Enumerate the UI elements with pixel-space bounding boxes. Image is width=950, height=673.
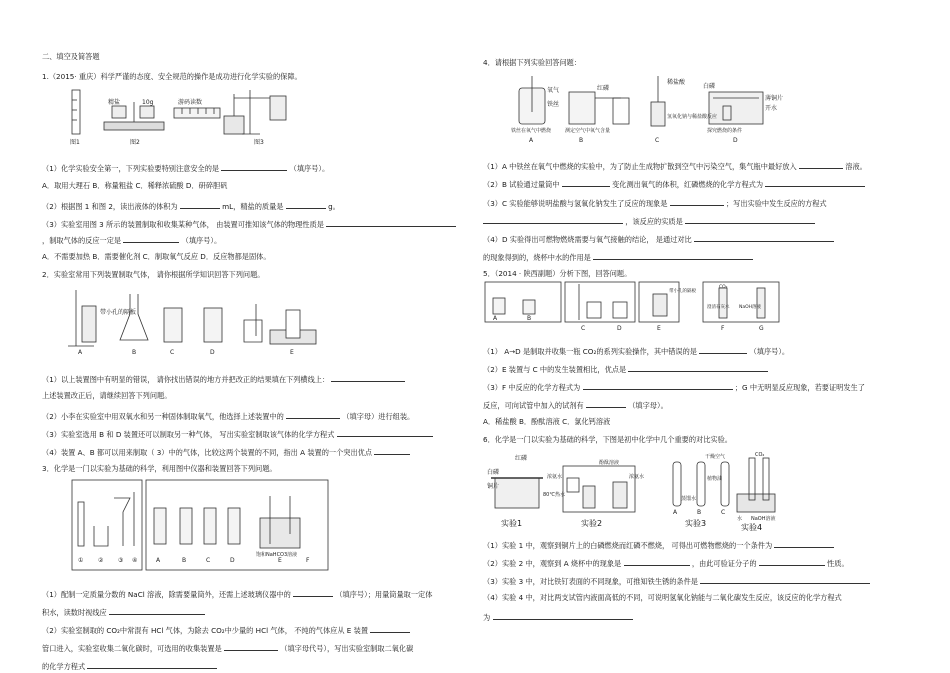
q4-label-iron: 铁丝 bbox=[547, 101, 560, 108]
q1-label-fig3: 图3 bbox=[254, 139, 264, 146]
q5-s1-line bbox=[483, 345, 789, 357]
q2-s1b: 上述装置改正后，请继续回答下列问题。 bbox=[42, 391, 172, 400]
q3-s2b-blank[interactable] bbox=[224, 642, 278, 651]
q6-label-phenol: 酚酞溶液 bbox=[599, 460, 620, 466]
q5-s2-line bbox=[483, 363, 768, 375]
q6-stem: 6．化学是一门以实验为基础的科学，下图是初中化学中几个重要的对比实验。 bbox=[483, 435, 732, 444]
q6-s3-blank[interactable] bbox=[700, 575, 870, 584]
q3-figure bbox=[70, 478, 330, 572]
q1-s3b-blank[interactable] bbox=[123, 234, 179, 243]
q3-s1-tail: （填序号）；用量筒量取一定体 bbox=[335, 590, 433, 599]
q5-label-e: E bbox=[657, 325, 661, 332]
q1-s2-tail: g。 bbox=[328, 202, 340, 211]
q1-stem: 1.（2015· 重庆）科学严谨的态度、安全规范的操作是成功进行化学实验的保障。 bbox=[42, 72, 302, 81]
q2-label-c: C bbox=[170, 349, 175, 356]
q6-s4b-text: 为 bbox=[483, 613, 491, 622]
q2-s4-blank[interactable] bbox=[374, 446, 410, 455]
q2-s1-text: （1）以上装置图中有明显的错误， 请你找出错误的地方并把改正的结果填在下列横线上： bbox=[42, 375, 330, 384]
q4-s2-blank-1[interactable] bbox=[562, 178, 610, 187]
q4-s4-blank[interactable] bbox=[694, 233, 834, 242]
q5-s3-blank[interactable] bbox=[583, 381, 733, 390]
q6-label-exp3: 实验3 bbox=[685, 519, 707, 528]
q4-label-oxygen: 氧气 bbox=[547, 87, 560, 94]
q1-s3b-tail: （填序号）。 bbox=[181, 236, 222, 245]
q3-s2-text: （2）实验室制取的 CO₂中常混有 HCl 气体，为除去 CO₂中少量的 HCl 气体， 不纯的气体应从 E 装置 bbox=[42, 626, 369, 635]
q1-s1-tail: （填序号）。 bbox=[289, 164, 330, 173]
q5-s2-text: （2）E 装置与 C 中的发生装置相比，优点是 bbox=[483, 365, 627, 374]
q4-s4-line bbox=[483, 233, 834, 245]
q6-label-c: C bbox=[721, 509, 726, 516]
q3-s2b-line bbox=[42, 642, 413, 654]
q6-label-exp2: 实验2 bbox=[581, 519, 603, 528]
q2-label-e: E bbox=[290, 349, 294, 356]
q2-s2-blank[interactable] bbox=[286, 410, 340, 419]
q5-label-g: G bbox=[759, 325, 764, 332]
q6-s1-text: （1）实验 1 中，观察到铜片上的白磷燃烧而红磷不燃烧， 可得出可燃物燃烧的一个条件为 bbox=[483, 541, 773, 550]
q4-s2-mid: 变化测出氧气的体积，红磷燃烧的化学方程式为 bbox=[612, 180, 764, 189]
q5-s3b-blank[interactable] bbox=[586, 399, 626, 408]
q6-s2-blank-1[interactable] bbox=[624, 557, 690, 566]
q6-s4-line: （4）实验 4 中，对比两支试管内液面高低的不同，可说明氢氧化钠能与二氧化碳发生反应，该反应的化学方程式 bbox=[483, 593, 842, 602]
q5-s3b-text: 反应，可向试管中加入的试剂有 bbox=[483, 401, 584, 410]
q6-s2-mid: ，由此可验证分子的 bbox=[691, 559, 757, 568]
q3-label-i3: ③ bbox=[118, 557, 124, 564]
q6-label-dry: 干燥空气 bbox=[705, 454, 726, 460]
q4-s3b-blank-2[interactable] bbox=[685, 215, 815, 224]
q5-s1-tail: （填序号）。 bbox=[749, 347, 790, 356]
q1-s3b-text: ，制取气体的反应一定是 bbox=[42, 236, 122, 245]
q4-s3b-line bbox=[483, 215, 815, 227]
q2-s3-blank[interactable] bbox=[337, 428, 433, 437]
q6-figure bbox=[487, 448, 783, 532]
q4-label-burn: 铁丝在氧气中燃烧 bbox=[511, 128, 552, 134]
q4-s2-blank-2[interactable] bbox=[765, 178, 865, 187]
q5-s3b-line bbox=[483, 399, 668, 411]
q2-s1-line bbox=[42, 373, 405, 385]
q5-label-b: B bbox=[527, 315, 532, 322]
q3-label-i2: ② bbox=[98, 557, 104, 564]
q2-s3-line bbox=[42, 428, 433, 440]
q4-s3b-tail: ，该反应的实质是 bbox=[625, 217, 683, 226]
q6-label-conc: 浓氨水 bbox=[629, 474, 645, 480]
q1-s3-text: （3）实验室用图 3 所示的装置制取和收集某种气体， 由装置可推知该气体的物理性质是 bbox=[42, 220, 324, 229]
q6-s2-blank-2[interactable] bbox=[759, 557, 825, 566]
q1-figure bbox=[64, 86, 314, 148]
q5-label-co2: CO₂ bbox=[719, 285, 728, 290]
q4-label-c: C bbox=[655, 137, 660, 144]
q4-s4-text: （4）D 实验得出可燃物燃烧需要与氧气接触的结论， 是通过对比 bbox=[483, 235, 692, 244]
section-title: 二、填空及简答题 bbox=[42, 52, 100, 61]
q3-label-c: C bbox=[206, 557, 211, 564]
q6-s4b-line bbox=[483, 611, 633, 623]
q4-figure bbox=[509, 72, 799, 148]
q3-s1-line bbox=[42, 588, 432, 600]
q3-label-b: B bbox=[182, 557, 187, 564]
q6-label-water: 水 bbox=[737, 516, 743, 522]
q1-s3-options: A．不需要加热 B．需要催化剂 C．制取氧气反应 D．反应物都是固体。 bbox=[42, 252, 271, 261]
q3-label-solution: 饱和NaHCO3溶液 bbox=[256, 552, 298, 558]
q4-label-cond: 探究燃烧的条件 bbox=[707, 128, 743, 134]
q5-s2-blank[interactable] bbox=[628, 363, 768, 372]
q2-s3-text: （3）实验室选用 B 和 D 装置还可以制取另一种气体， 写出实验室制取该气体的化学方程式 bbox=[42, 430, 335, 439]
q2-figure bbox=[64, 284, 334, 356]
q6-label-oil: 植物油 bbox=[707, 476, 723, 482]
q1-s2-line bbox=[42, 200, 340, 212]
q4-label-b: B bbox=[579, 137, 584, 144]
q6-s2-line bbox=[483, 557, 849, 569]
q1-s2-blank-volume[interactable] bbox=[180, 200, 220, 209]
q4-stem: 4．请根据下列实验回答问题： bbox=[483, 58, 582, 67]
q6-label-exp4: 实验4 bbox=[741, 523, 763, 532]
q5-stem: 5．（2014 · 陕西副题）分析下图，回答问题。 bbox=[483, 269, 632, 278]
q1-label-weight: 10g bbox=[142, 99, 154, 106]
q4-s4b-blank[interactable] bbox=[593, 251, 753, 260]
q4-s1-line bbox=[483, 160, 867, 172]
q2-label-hole: 带小孔的隔板 bbox=[100, 309, 137, 316]
q4-label-a: A bbox=[529, 137, 534, 144]
q6-label-naoh: NaOH溶液 bbox=[751, 516, 776, 522]
q5-s3-text: （3）F 中反应的化学方程式为 bbox=[483, 383, 581, 392]
q3-s1b-blank[interactable] bbox=[109, 606, 205, 615]
q6-label-co2: CO₂ bbox=[755, 452, 765, 458]
q3-s1b-text: 积水，读数时视线应 bbox=[42, 608, 107, 617]
q5-label-hole: 带小孔的隔板 bbox=[669, 289, 696, 294]
q2-stem: 2．实验室常用下列装置制取气体， 请你根据所学知识回答下列问题。 bbox=[42, 270, 265, 279]
q3-label-a: A bbox=[156, 557, 161, 564]
q1-s2-text: （2）根据图 1 和图 2，读出液体的体积为 bbox=[42, 202, 178, 211]
q4-s1-tail: 溶液。 bbox=[845, 162, 867, 171]
q6-label-distilled: 蒸馏水 bbox=[681, 496, 697, 502]
q6-label-a: A bbox=[673, 509, 678, 516]
q3-s2-line bbox=[42, 624, 410, 636]
q4-label-hotwater: 开水 bbox=[765, 105, 778, 112]
q3-s2b-text: 管口进入，实验室收集二氧化碳时，可选用的收集装置是 bbox=[42, 644, 222, 653]
q4-s4b-line bbox=[483, 251, 753, 263]
q2-s4-text: （4）装置 A、B 都可以用来制取（ 3）中的气体，比较这两个装置的不同，指出 A 装置的一个突出优点 bbox=[42, 448, 373, 457]
q5-s3b-tail: （填字母）。 bbox=[628, 401, 668, 410]
q5-label-stone: 澄清石灰水 bbox=[707, 305, 730, 310]
q4-s3b-blank-1[interactable] bbox=[483, 215, 623, 224]
q6-s2-tail: 性质。 bbox=[827, 559, 849, 568]
q4-label-hcl: 稀盐酸 bbox=[667, 79, 686, 86]
q4-label-whitep: 白磷 bbox=[703, 83, 716, 90]
q5-s3-line bbox=[483, 381, 865, 393]
q2-label-b: B bbox=[132, 349, 137, 356]
q4-s2-line bbox=[483, 178, 865, 190]
q5-s1-blank[interactable] bbox=[699, 345, 747, 354]
q3-s2c-text: 的化学方程式 bbox=[42, 662, 86, 671]
q1-s3b-line bbox=[42, 234, 221, 246]
q3-s2c-line bbox=[42, 660, 217, 672]
q2-s2-tail: （填字母）进行组装。 bbox=[342, 412, 415, 421]
q3-label-f: F bbox=[306, 557, 310, 564]
q3-s2-blank[interactable] bbox=[370, 624, 410, 633]
q4-label-d: D bbox=[733, 137, 738, 144]
q1-label-ruler: 游码读数 bbox=[178, 99, 203, 106]
q2-s2-line bbox=[42, 410, 414, 422]
q6-label-ammonia: 浓氨水 bbox=[547, 474, 563, 480]
q1-s1-options: A．取用大理石 B．称量粗盐 C．稀释浓硫酸 D．研碎胆矾 bbox=[42, 181, 228, 190]
q6-label-hot80: 80℃热水 bbox=[543, 492, 565, 498]
q3-s1-text: （1）配制一定质量分数的 NaCl 溶液，除需要量筒外，还需上述玻璃仪器中的 bbox=[42, 590, 291, 599]
q6-s1-blank[interactable] bbox=[774, 539, 834, 548]
q3-stem: 3．化学是一门以实验为基础的科学，利用图中仪器和装置回答下列问题。 bbox=[42, 464, 277, 473]
q1-s3-line bbox=[42, 218, 456, 230]
q4-s3-text: （3）C 实验能够说明盐酸与氢氧化钠发生了反应的现象是 bbox=[483, 199, 668, 208]
q5-s1-text: （1） A→D 是制取并收集一瓶 CO₂的系列实验操作，其中错误的是 bbox=[483, 347, 697, 356]
q3-label-d: D bbox=[230, 557, 235, 564]
q4-s4b-text: 的现象得到的，烧杯中水的作用是 bbox=[483, 253, 591, 262]
q3-label-i1: ① bbox=[78, 557, 84, 564]
q4-s3-line bbox=[483, 197, 827, 209]
q4-label-copper: 薄铜片 bbox=[765, 95, 784, 102]
q6-label-exp1: 实验1 bbox=[501, 519, 523, 528]
q6-s2-text: （2）实验 2 中，观察到 A 烧杯中的现象是 bbox=[483, 559, 622, 568]
q3-label-i4: ④ bbox=[132, 557, 138, 564]
q3-s1-blank[interactable] bbox=[293, 588, 333, 597]
q4-s1-text: （1）A 中铁丝在氧气中燃烧的实验中，为了防止生成物扩散到空气中污染空气，集气瓶中最好放入 bbox=[483, 162, 797, 171]
q6-s3-text: （3）实验 3 中，对比铁钉表面的不同现象，可推知铁生锈的条件是 bbox=[483, 577, 698, 586]
q4-label-measure: 测定空气中氧气含量 bbox=[565, 128, 611, 134]
q1-label-scale: 精盐 bbox=[108, 99, 121, 106]
q1-s2-blank-mass[interactable] bbox=[286, 200, 326, 209]
q2-label-d: D bbox=[210, 349, 215, 356]
q1-s2-mid: mL，精盐的质量是 bbox=[222, 202, 284, 211]
q4-s2-text: （2）B 试验通过量筒中 bbox=[483, 180, 560, 189]
q5-label-a: A bbox=[493, 315, 498, 322]
q3-s1b-line bbox=[42, 606, 205, 618]
q2-s2-text: （2）小李在实验室中用双氧水和另一种固体制取氧气，他选择上述装置中的 bbox=[42, 412, 284, 421]
q2-label-a: A bbox=[78, 349, 83, 356]
q6-label-b: B bbox=[697, 509, 702, 516]
q3-label-e: E bbox=[278, 557, 282, 564]
q4-s3-mid: ；写出实验中发生反应的方程式 bbox=[725, 199, 827, 208]
q2-s1-blank[interactable] bbox=[331, 373, 405, 382]
q4-label-redp: 红磷 bbox=[597, 85, 610, 92]
q6-s1-line bbox=[483, 539, 834, 551]
q6-s4b-blank[interactable] bbox=[493, 611, 633, 620]
q6-label-redp: 红磷 bbox=[515, 455, 528, 462]
q4-label-naoh: 氢氧化钠与稀盐酸反应 bbox=[667, 114, 718, 120]
q5-s3-mid: ；G 中无明显反应现象，若要证明发生了 bbox=[734, 383, 865, 392]
q1-label-fig1: 图1 bbox=[70, 139, 80, 146]
q1-s1-blank[interactable] bbox=[221, 162, 287, 171]
q1-s1-line bbox=[42, 162, 329, 174]
q6-label-whitep: 白磷 bbox=[487, 469, 500, 476]
q5-label-f: F bbox=[721, 325, 725, 332]
q1-s1-text: （1）化学实验安全第一，下列实验要特别注意安全的是 bbox=[42, 164, 220, 173]
q1-label-fig2: 图2 bbox=[130, 139, 140, 146]
q5-label-c: C bbox=[581, 325, 586, 332]
q3-s2c-blank[interactable] bbox=[87, 660, 217, 669]
q6-label-copper: 铜片 bbox=[487, 483, 500, 490]
q5-label-d: D bbox=[617, 325, 622, 332]
q3-s2b-tail: （填字母代号），写出实验室制取二氧化碳 bbox=[280, 644, 414, 653]
q4-s1-blank[interactable] bbox=[799, 160, 843, 169]
q5-figure bbox=[483, 280, 783, 334]
q6-s3-line bbox=[483, 575, 870, 587]
q4-s3-blank-1[interactable] bbox=[670, 197, 724, 206]
q1-s3-blank[interactable] bbox=[326, 218, 456, 227]
q5-label-naoh: NaOH溶液 bbox=[739, 305, 762, 310]
q5-s3-options: A．稀盐酸 B．酚酞溶液 C．氯化钙溶液 bbox=[483, 417, 611, 426]
q2-s4-line bbox=[42, 446, 410, 458]
